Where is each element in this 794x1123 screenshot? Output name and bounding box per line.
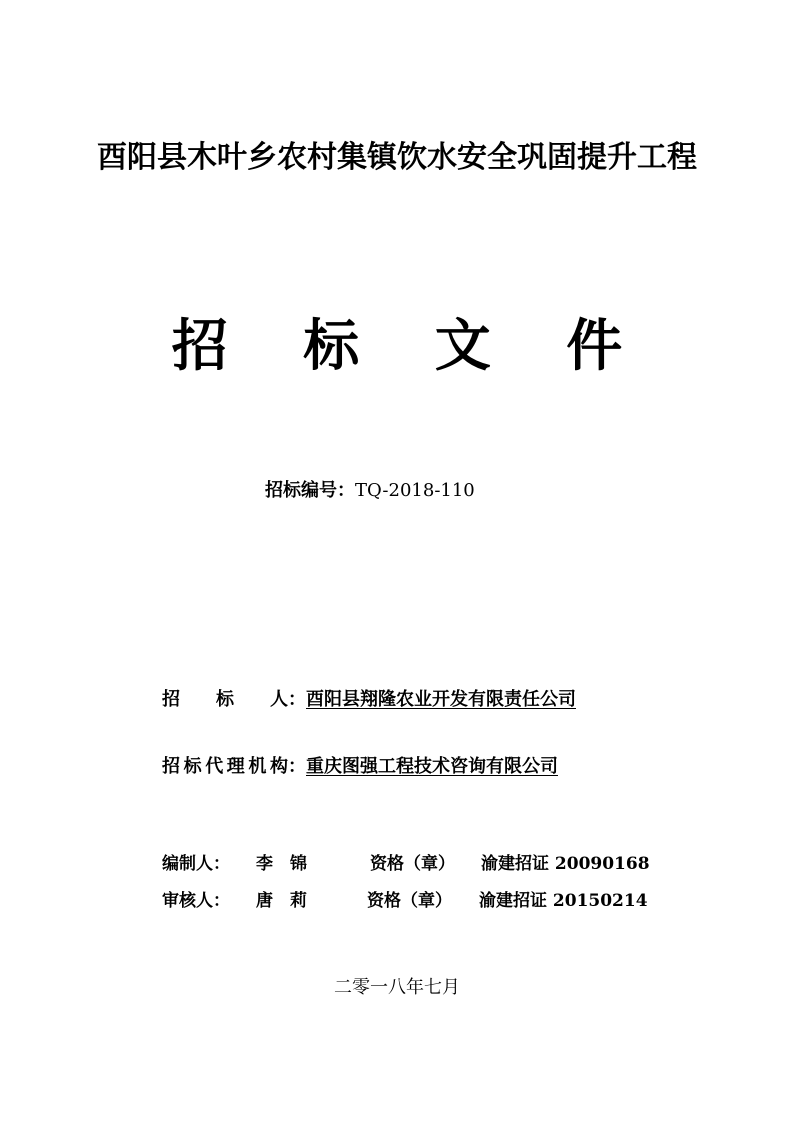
tenderer-label: 招 标 人 (162, 689, 288, 710)
reviewer-name: 唐 莉 (256, 891, 307, 911)
tenderer-name: 酉阳县翔隆农业开发有限责任公司 (306, 689, 576, 710)
agency-row (162, 754, 558, 780)
tender-number-value: TQ-2018-110 (355, 480, 475, 501)
compiler-name: 李 锦 (256, 854, 307, 874)
reviewer-certificate: 渝建招证 20150214 (479, 891, 648, 911)
compiler-qualification-label: 资格（章） (370, 854, 455, 874)
project-name: 酉阳县木叶乡农村集镇饮水安全巩固提升工程 (97, 140, 697, 175)
tender-number (265, 479, 475, 503)
reviewer-qualification-label: 资格（章） (367, 891, 452, 911)
agency-name: 重庆图强工程技术咨询有限公司 (306, 756, 558, 777)
tenderer-colon: ： (288, 689, 306, 710)
issue-date: 二零一八年七月 (334, 977, 460, 998)
reviewer-role: 审核人： (162, 891, 230, 911)
tenderer-row (162, 687, 576, 713)
agency-colon: ： (288, 756, 306, 777)
agency-label: 招标代理机构 (162, 756, 288, 777)
tender-number-label: 招标编号： (265, 480, 355, 501)
compiler-role: 编制人： (162, 854, 230, 874)
document-title: 招 标 文 件 (171, 313, 651, 379)
compiler-certificate: 渝建招证 20090168 (481, 854, 650, 874)
